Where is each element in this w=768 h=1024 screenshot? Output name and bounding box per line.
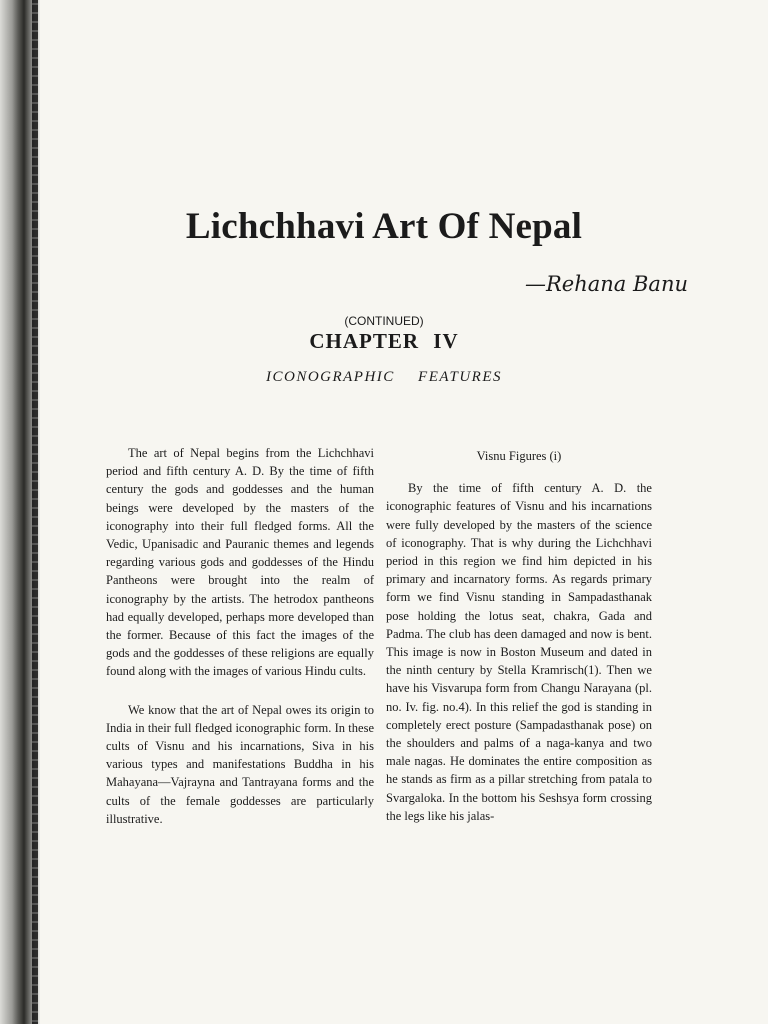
section-heading: Visnu Figures (i)	[476, 449, 562, 463]
paragraph: We know that the art of Nepal owes its origin to India in their full fledged iconographic form. In these cults of Visnu and his incarnations, Siva in his various types and manifestations Buddha in his Mahayana—Vajrayna and Tantrayana forms and the cults of the female goddesses are particularly illustrative.	[106, 702, 374, 826]
chapter-heading: CHAPTER IV	[309, 329, 459, 353]
paragraph: The art of Nepal begins from the Lichchhavi period and fifth century A. D. By the time of fifth century the gods and goddesses and the human beings were developed by the masters of the iconography into their full fledged forms. All the Vedic, Upanisadic and Pauranic themes and legends regarding various gods and goddesses of the Hindu Pantheons were brought into the realm of iconography by the artists. The hetrodox pantheons had equally developed, perhaps more developed than the former. Because of this fact the images of the gods and the goddesses of these religions are equally found along with the images of various Hindu cults.	[106, 446, 374, 679]
article-author: —Rehana Banu	[524, 272, 688, 296]
article-title: Lichchhavi Art Of Nepal	[185, 206, 583, 247]
chapter-subtitle: ICONOGRAPHIC FEATURES	[265, 369, 502, 385]
book-binding-edge	[32, 0, 38, 1024]
left-column	[106, 444, 374, 848]
continued-label: (CONTINUED)	[344, 314, 424, 328]
right-column	[386, 447, 652, 845]
paragraph: By the time of fifth century A. D. the iconographic features of Visnu and his incarnations were fully developed by the masters of the science of iconography. That is why during the Lichchhavi period in this region we find him depicted in his primary and incarnatory forms. As regards primary form we find Visnu standing in Sampadasthanak pose holding the lotus seat, chakra, Gada and Padma. The club has deen damaged and now is bent. This image is now in Boston Museum and dated in the ninth century by Stella Kramrisch(1). Then we have his Visvarupa form from Changu Narayana (pl. no. Iv. fig. no.4). In this relief the god is standing in completely erect posture (Sampadasthanak pose) on the shoulders and palms of a naga-kanya and two male nagas. He dominates the entire composition as he stands as firm as a pillar stretching from patala to Svargaloka. In the bottom his Seshsya form crossing the legs like his jalas-	[386, 481, 652, 823]
